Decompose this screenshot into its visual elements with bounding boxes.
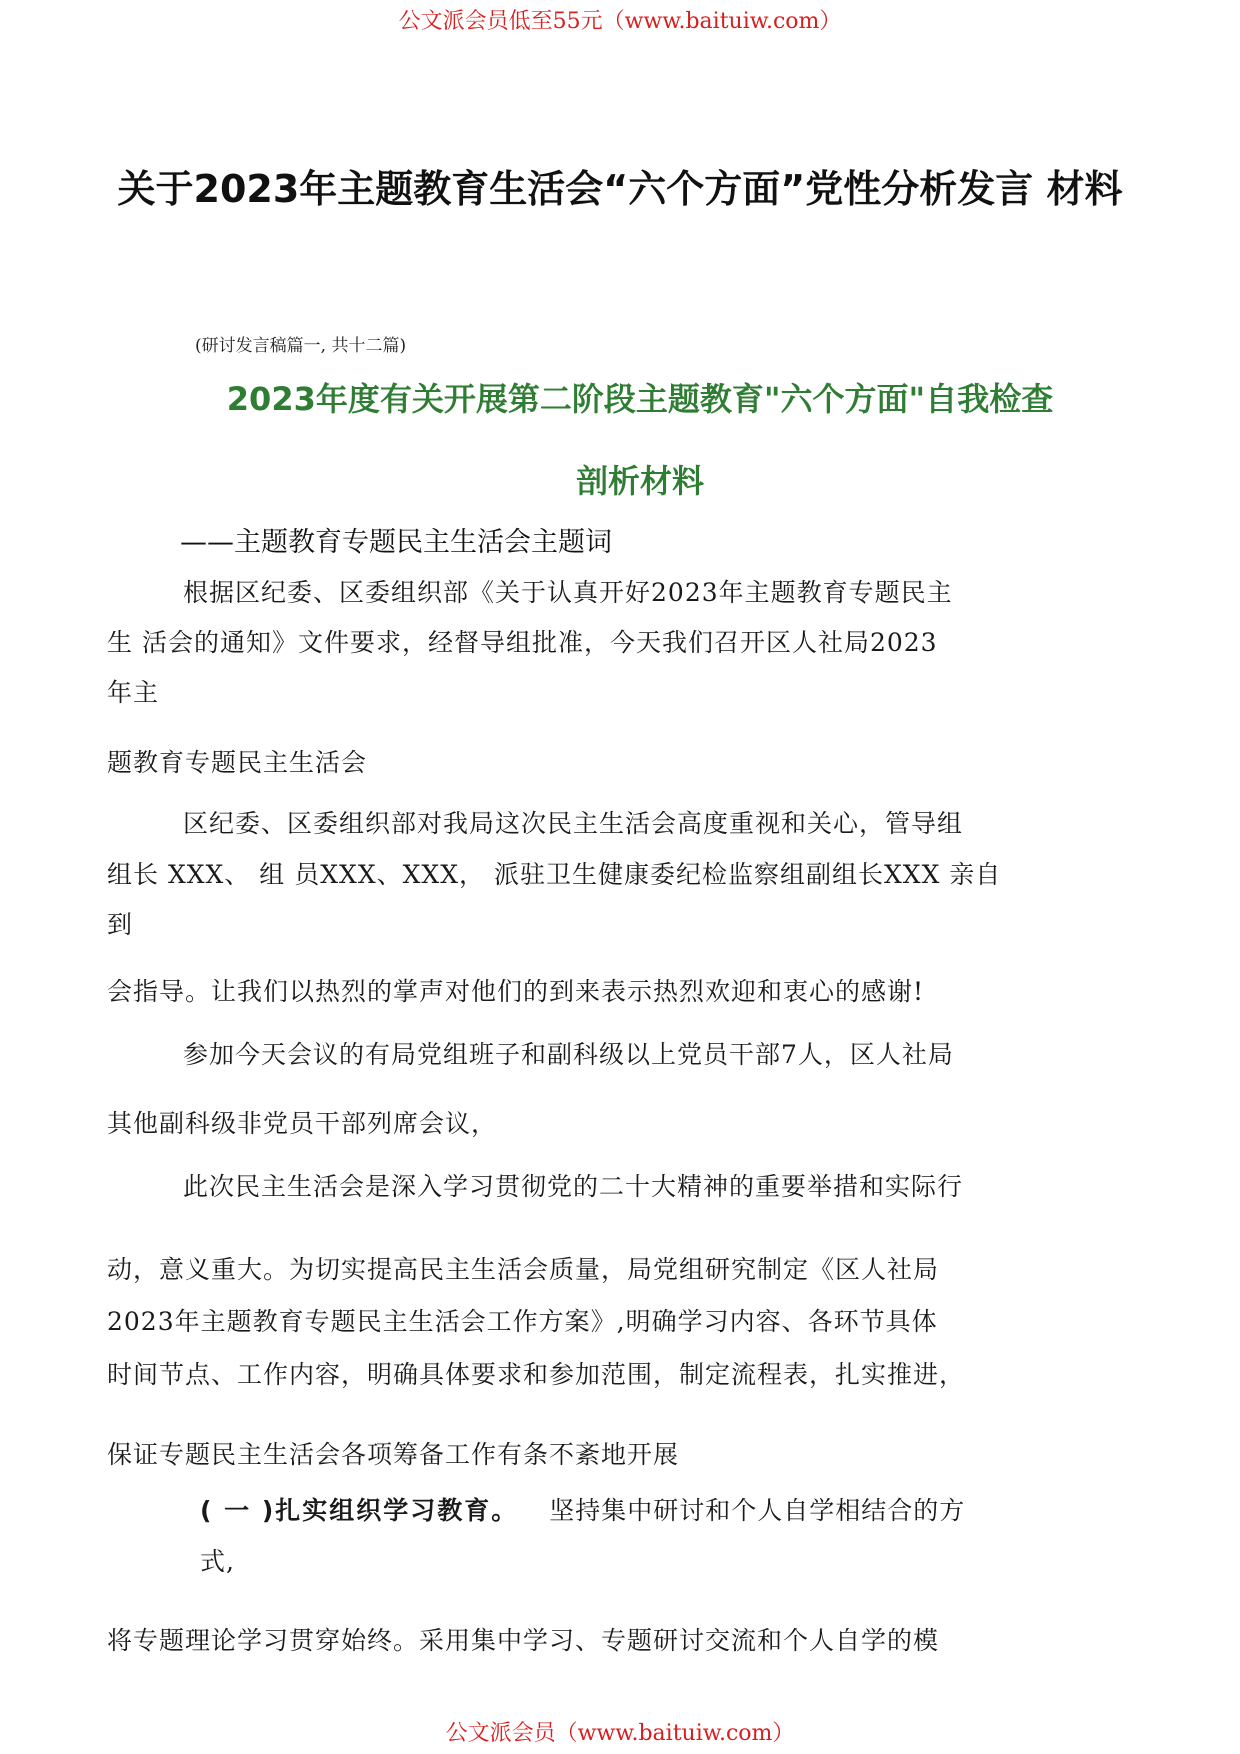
body-line: 组长 XXX、 组 员XXX、XXX， 派驻卫生健康委纪检监察组副组长XXX 亲自 bbox=[107, 860, 1002, 889]
section-1-heading: ( 一 )扎实组织学习教育。 bbox=[200, 1496, 519, 1525]
body-line: 区纪委、区委组织部对我局这次民主生活会高度重视和关心，管导组 bbox=[183, 809, 964, 838]
body-line: 会指导。让我们以热烈的掌声对他们的到来表示热烈欢迎和衷心的感谢! bbox=[107, 977, 925, 1006]
subtitle-line-1: 2023年度有关开展第二阶段主题教育"六个方面"自我检查 bbox=[226, 380, 1054, 418]
body-line: 年主 bbox=[107, 678, 160, 707]
body-line: 保证专题民主生活会各项筹备工作有条不紊地开展 bbox=[107, 1440, 680, 1469]
body-line: 其他副科级非党员干部列席会议， bbox=[107, 1109, 498, 1138]
section-1-body: 坚持集中研讨和个人自学相结合的方 bbox=[549, 1496, 966, 1525]
body-line: 到 bbox=[107, 910, 134, 939]
body-line: 根据区纪委、区委组织部《关于认真开好2023年主题教育专题民主 bbox=[183, 578, 953, 607]
theme-line: ——主题教育专题民主生活会主题词 bbox=[180, 527, 612, 558]
subtitle-line-2: 剖析材料 bbox=[575, 462, 704, 500]
body-line: 此次民主生活会是深入学习贯彻党的二十大精神的重要举措和实际行 bbox=[183, 1172, 964, 1201]
body-line: 题教育专题民主生活会 bbox=[107, 748, 368, 777]
footer-banner: 公文派会员（www.baituiw.com） bbox=[445, 1721, 795, 1746]
document-title: 关于2023年主题教育生活会“六个方面”党性分析发言 材料 bbox=[117, 167, 1123, 211]
body-line: 生 活会的通知》文件要求，经督导组批准，今天我们召开区人社局2023 bbox=[107, 628, 938, 657]
body-line: 动，意义重大。为切实提高民主生活会质量，局党组研究制定《区人社局 bbox=[107, 1255, 940, 1284]
body-line: 参加今天会议的有局党组班子和副科级以上党员干部7人，区人社局 bbox=[183, 1040, 954, 1069]
header-banner: 公文派会员低至55元（www.baituiw.com） bbox=[398, 9, 842, 34]
body-line-last: 将专题理论学习贯穿始终。采用集中学习、专题研讨交流和个人自学的模 bbox=[107, 1626, 940, 1655]
section-1-body-cont: 式, bbox=[200, 1547, 235, 1576]
section-1-line bbox=[200, 1491, 965, 1527]
body-line: 时间节点、工作内容，明确具体要求和参加范围，制定流程表，扎实推进， bbox=[107, 1360, 966, 1389]
series-note: (研讨发言稿篇一, 共十二篇) bbox=[195, 336, 407, 356]
body-line: 2023年主题教育专题民主生活会工作方案》,明确学习内容、各环节具体 bbox=[107, 1307, 938, 1336]
